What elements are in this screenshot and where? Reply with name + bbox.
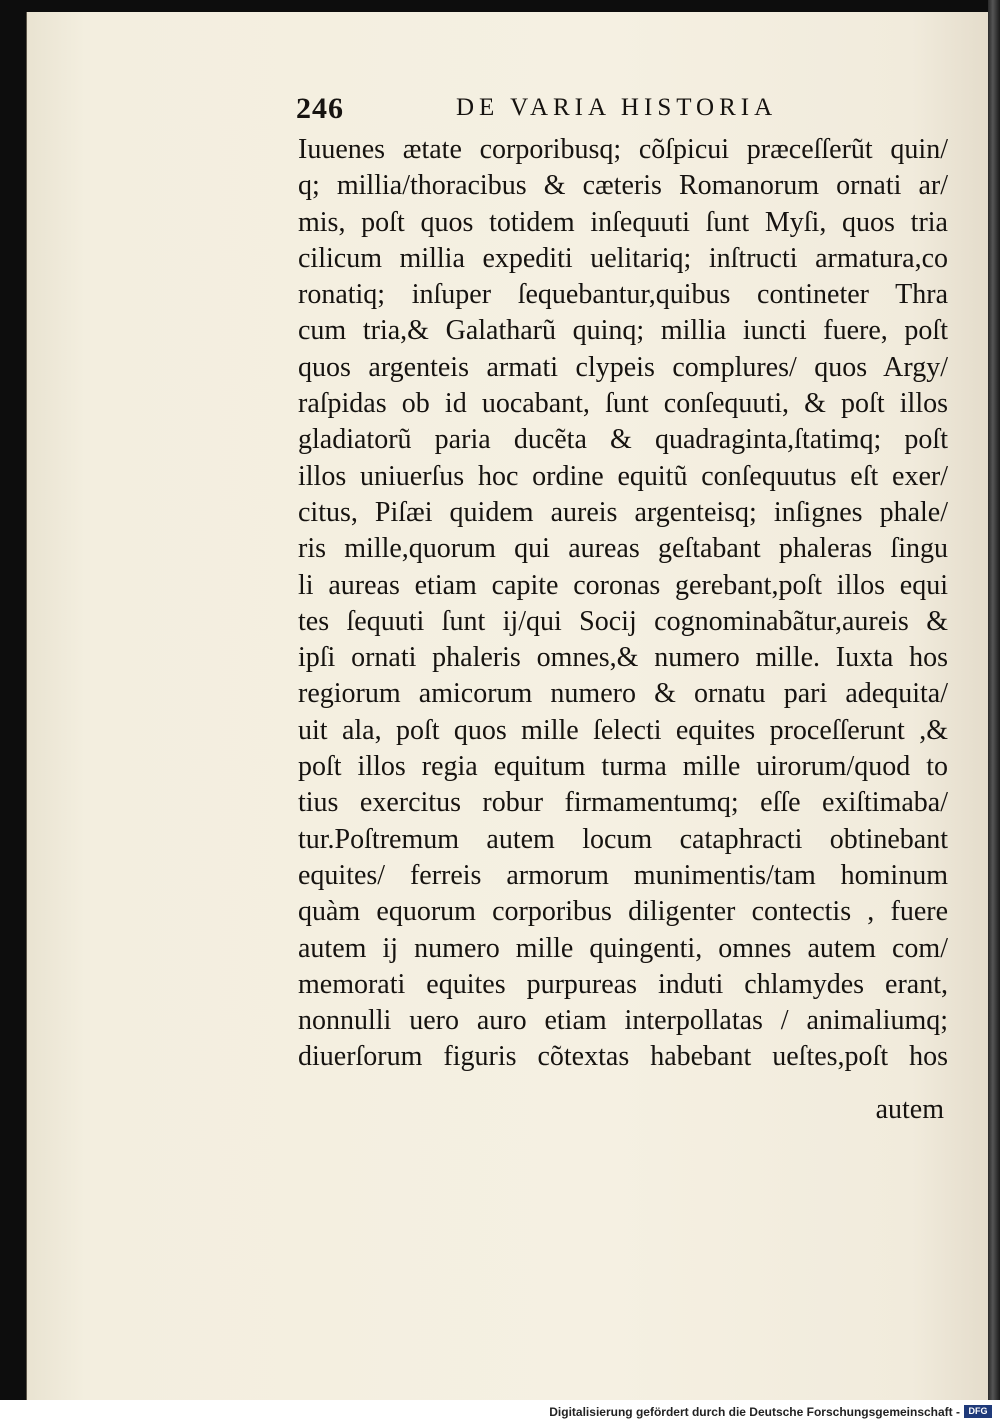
text-line: quos argenteis armati clypeis complures/ quos Argy/ bbox=[298, 351, 948, 383]
running-title: DE VARIA HISTORIA bbox=[456, 94, 778, 121]
text-line: q; millia/thoracibus & cæteris Romanorum ornati ar/ bbox=[298, 170, 948, 202]
text-line: memorati equites purpureas induti chlamydes erant, bbox=[298, 968, 948, 1000]
text-line: li aureas etiam capite coronas gerebant,poſt illos equi bbox=[298, 569, 948, 601]
body-text bbox=[298, 132, 948, 1076]
text-line: regiorum amicorum numero & ornatu pari adequita/ bbox=[298, 678, 948, 710]
text-line: Iuuenes ætate corporibusq; cõſpicui præceſſerũt quin/ bbox=[298, 134, 948, 165]
catchword: autem bbox=[875, 1094, 944, 1125]
text-line: cilicum millia expediti uelitariq; inſtructi armatura,co bbox=[298, 242, 948, 274]
page-edge-shadow bbox=[988, 0, 1000, 1400]
text-line: tur.Poſtremum autem locum cataphracti obtinebant bbox=[298, 823, 948, 855]
text-line: nonnulli uero auro etiam interpollatas / animaliumq; bbox=[298, 1005, 948, 1037]
text-line: diuerſorum figuris cõtextas habebant ueſtes,poſt hos bbox=[298, 1041, 948, 1073]
text-line: tes ſequuti ſunt ij/qui Socij cognominabãtur,aureis & bbox=[298, 605, 948, 637]
text-line: cum tria,& Galatharũ quinq; millia iuncti fuere, poſt bbox=[298, 315, 948, 347]
page-header bbox=[296, 92, 946, 132]
funding-credit: Digitalisierung gefördert durch die Deutsche Forschungsgemeinschaft - bbox=[549, 1405, 960, 1419]
text-line: poſt illos regia equitum turma mille uirorum/quod to bbox=[298, 751, 948, 783]
text-line: ipſi ornati phaleris omnes,& numero mille. Iuxta hos bbox=[298, 642, 948, 674]
text-line: ris mille,quorum qui aureas geſtabant phaleras ſingu bbox=[298, 533, 948, 565]
footer-bar bbox=[0, 1400, 1000, 1423]
text-line: illos uniuerſus hoc ordine equitũ conſequutus eſt exer/ bbox=[298, 460, 948, 492]
text-line: raſpidas ob id uocabant, ſunt conſequuti, & poſt illos bbox=[298, 388, 948, 420]
text-line: mis, poſt quos totidem inſequuti ſunt Myſi, quos tria bbox=[298, 206, 948, 238]
text-line: equites/ ferreis armorum munimentis/tam hominum bbox=[298, 859, 948, 891]
text-line: tius exercitus robur firmamentumq; eſſe exiſtimaba/ bbox=[298, 787, 948, 819]
text-line: autem ij numero mille quingenti, omnes autem com/ bbox=[298, 932, 948, 964]
text-line: uit ala, poſt quos mille ſelecti equites proceſſerunt ,& bbox=[298, 714, 948, 746]
text-line: citus, Piſæi quidem aureis argenteisq; inſignes phale/ bbox=[298, 496, 948, 528]
text-line: ronatiq; inſuper ſequebantur,quibus contineter Thra bbox=[298, 279, 948, 311]
page-number: 246 bbox=[296, 92, 344, 125]
text-line: gladiatorũ paria ducẽta & quadraginta,ſtatimq; poſt bbox=[298, 424, 948, 456]
text-line: quàm equorum corporibus diligenter contectis , fuere bbox=[298, 896, 948, 928]
dfg-logo-icon: DFG bbox=[964, 1405, 992, 1418]
